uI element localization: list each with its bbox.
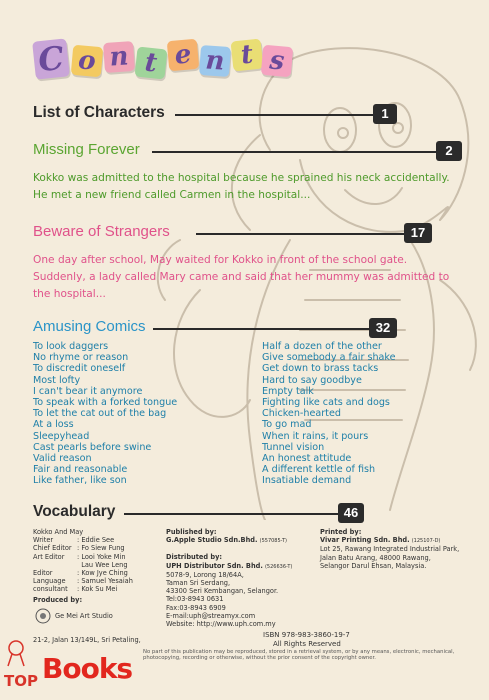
list-item: To discredit oneself xyxy=(33,363,126,375)
studio-address: 21-2, Jalan 13/149L, Sri Petaling, xyxy=(33,636,141,644)
section-rule-missing xyxy=(152,151,436,153)
list-item: Cast pearls before swine xyxy=(33,441,152,453)
publisher-reg: (557085-T) xyxy=(259,538,288,545)
list-item: Like father, like son xyxy=(33,475,127,487)
credit-row: consultant : Kok Su Mei xyxy=(33,585,118,594)
title-letter-n: n xyxy=(103,41,135,73)
list-item: To look daggers xyxy=(33,341,109,352)
title-letter-c: C xyxy=(32,38,70,79)
list-item: A different kettle of fish xyxy=(262,464,376,476)
page-number-comics: 32 xyxy=(369,318,397,338)
published-by-label: Published by: xyxy=(166,528,217,536)
printer-row xyxy=(320,536,463,545)
list-item: I can't bear it anymore xyxy=(33,385,143,397)
list-item: Most lofty xyxy=(33,374,81,386)
list-item: To let the cat out of the bag xyxy=(33,408,167,420)
credit-row: Chief Editor : Fo Siew Fung xyxy=(33,544,125,553)
distributed-by-label: Distributed by: xyxy=(166,553,223,562)
distributor-name: UPH Distributor Sdn. Bhd. xyxy=(166,561,263,570)
copyright-notice: No part of this publication may be reproduced, stored in a retrieval system, or by any means, electronic, mechanical, photocopying, recording or otherwise, without the prior consent of the copyright owner. xyxy=(143,649,455,662)
credits-team xyxy=(33,528,163,644)
printer-reg: (125107-D) xyxy=(411,538,441,545)
distributor-reg: (526636-T) xyxy=(264,563,293,570)
list-item: Insatiable demand xyxy=(262,475,352,487)
strangers-summary-line-3: the hospital... xyxy=(33,288,106,300)
missing-forever-summary xyxy=(33,170,465,204)
title-letter-s: s xyxy=(261,45,294,78)
list-item: Tunnel vision xyxy=(262,441,325,453)
list-item: When it rains, it pours xyxy=(262,430,369,442)
title-letter-t2: t xyxy=(231,39,264,72)
list-item: Empty talk xyxy=(262,385,314,397)
list-item: Half a dozen of the other xyxy=(262,341,382,352)
distributor-tel: Tel:03-8943 0631 xyxy=(166,595,224,604)
comics-list-left xyxy=(33,341,177,487)
distributor-address-line: 5078-9, Lorong 18/64A, xyxy=(166,570,244,579)
produced-by-label: Produced by: xyxy=(33,595,83,604)
credit-row: Lau Wee Leng xyxy=(81,560,128,569)
title-letter-e: e xyxy=(167,39,200,72)
strangers-summary-line-2: Suddenly, a lady called Mary came and said that her mummy was admitted to xyxy=(33,271,450,283)
distributor-website: Website: http://www.uph.com.my xyxy=(166,620,276,629)
list-item: To speak with a forked tongue xyxy=(33,397,178,409)
comics-list-right xyxy=(262,341,396,487)
list-item: Chicken-hearted xyxy=(262,408,341,420)
section-title-beware-of-strangers: Beware of Strangers xyxy=(33,223,170,240)
printer-address-line: Selangor Darul Ehsan, Malaysia. xyxy=(320,561,427,570)
list-item: Fighting like cats and dogs xyxy=(262,397,390,409)
beware-of-strangers-summary xyxy=(33,252,465,303)
page-number-missing: 2 xyxy=(436,141,462,161)
section-title-amusing-comics: Amusing Comics xyxy=(33,318,146,335)
watermark-top: TOP xyxy=(4,672,38,690)
credit-row: Writer : Eddie See xyxy=(33,536,115,545)
strangers-summary-line-1: One day after school, May waited for Kokko in front of the school gate. xyxy=(33,254,408,266)
distributor-address-line: 43300 Seri Kembangan, Selangor. xyxy=(166,587,279,596)
topbooks-watermark xyxy=(0,636,150,700)
section-title-list-of-characters: List of Characters xyxy=(33,104,165,121)
title-letter-n2: n xyxy=(199,45,231,77)
studio-name: Ge Mei Art Studio xyxy=(55,612,113,620)
studio-logo xyxy=(35,608,113,626)
credits-printer xyxy=(320,528,463,570)
section-title-missing-forever: Missing Forever xyxy=(33,141,140,158)
list-item: Hard to say goodbye xyxy=(262,374,362,386)
list-item: Fair and reasonable xyxy=(33,464,128,476)
title-letter-o: o xyxy=(71,45,104,78)
printer-address-line: Jalan Batu Arang, 48000 Rawang, xyxy=(320,553,431,562)
list-item: To go mad xyxy=(262,419,312,431)
section-title-vocabulary: Vocabulary xyxy=(33,503,116,520)
credit-row: Art Editor : Looi Yoke Min xyxy=(33,552,126,561)
section-rule-strangers xyxy=(196,233,404,235)
missing-summary-line-2: He met a new friend called Carmen in the hospital... xyxy=(33,189,311,201)
section-rule-characters xyxy=(175,114,373,116)
all-rights-reserved: All Rights Reserved xyxy=(273,640,341,648)
publisher-row xyxy=(166,536,316,545)
section-rule-comics xyxy=(153,328,369,330)
studio-logo-icon xyxy=(35,608,51,624)
credits-publisher xyxy=(166,528,316,628)
page-number-strangers: 17 xyxy=(404,223,432,243)
printer-name: Vivar Printing Sdn. Bhd. xyxy=(320,536,410,545)
section-rule-vocabulary xyxy=(124,513,338,515)
list-item: Get down to brass tacks xyxy=(262,363,379,375)
missing-summary-line-1: Kokko was admitted to the hospital because he sprained his neck accidentally. xyxy=(33,172,450,184)
distributor-row xyxy=(166,562,316,571)
book-name: Kokko And May xyxy=(33,528,84,536)
list-item: No rhyme or reason xyxy=(33,352,129,364)
credit-row: Editor : Kow Jye Ching xyxy=(33,569,128,578)
list-item: An honest attitude xyxy=(262,453,352,465)
printed-by-label: Printed by: xyxy=(320,528,362,536)
distributor-email: E-mail:uph@streamyx.com xyxy=(166,611,256,620)
title-letter-t: t xyxy=(135,47,168,80)
list-item: Valid reason xyxy=(33,453,92,465)
printer-address-line: Lot 25, Rawang Integrated Industrial Park, xyxy=(320,545,460,554)
page-number-vocabulary: 46 xyxy=(338,503,364,523)
credit-row: Language : Samuel Yesaiah xyxy=(33,577,133,586)
contents-title xyxy=(30,30,290,80)
page-number-characters: 1 xyxy=(373,104,397,124)
list-item: Sleepyhead xyxy=(33,430,90,442)
isbn: ISBN 978-983-3860-19-7 xyxy=(263,631,350,639)
publisher-name: G.Apple Studio Sdn.Bhd. xyxy=(166,536,258,545)
list-item: At a loss xyxy=(33,419,74,431)
watermark-books: Books xyxy=(42,652,133,685)
distributor-fax: Fax:03-8943 6909 xyxy=(166,603,226,612)
list-item: Give somebody a fair shake xyxy=(262,352,396,364)
distributor-address-line: Taman Sri Serdang, xyxy=(166,579,231,588)
